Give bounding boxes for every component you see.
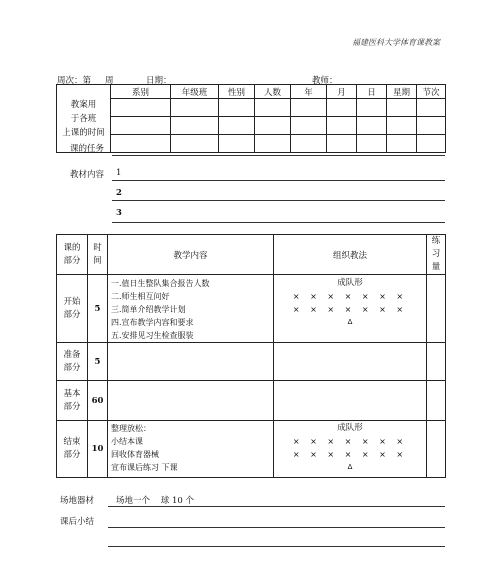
column-header: 年 bbox=[291, 85, 327, 99]
content-line: 五.安排见习生检查服装 bbox=[111, 331, 194, 340]
formation-row: × × × × × × × bbox=[292, 292, 408, 301]
venue-value: 场地一个 球 10 个 bbox=[116, 496, 195, 506]
schedule-cell bbox=[255, 117, 291, 135]
summary-line bbox=[108, 527, 445, 528]
column-header: 人数 bbox=[255, 85, 291, 99]
material-item-number: 1 bbox=[116, 168, 122, 178]
content-header: 教学内容 bbox=[108, 235, 274, 275]
column-header: 年级班 bbox=[171, 85, 219, 99]
schedule-cell bbox=[357, 99, 387, 117]
schedule-cell bbox=[291, 99, 327, 117]
schedule-cell bbox=[255, 135, 291, 153]
schedule-cell bbox=[291, 117, 327, 135]
schedule-cell bbox=[171, 99, 219, 117]
formation-title: 成队形 bbox=[337, 278, 363, 288]
practice-cell bbox=[427, 343, 446, 381]
week-unit: 周 bbox=[105, 76, 114, 86]
summary-label: 课后小结 bbox=[60, 517, 95, 527]
column-header: 性别 bbox=[219, 85, 255, 99]
schedule-cell bbox=[219, 117, 255, 135]
formation-row: × × × × × × × bbox=[292, 305, 408, 314]
lesson-plan-table bbox=[56, 234, 446, 478]
column-header: 星期 bbox=[387, 85, 417, 99]
schedule-cell bbox=[417, 99, 446, 117]
material-item-number: 2 bbox=[116, 188, 122, 198]
teacher-position-mark: Δ bbox=[347, 463, 353, 471]
schedule-cell bbox=[417, 117, 446, 135]
time-cell: 5 bbox=[88, 275, 108, 343]
content-cell-warmup bbox=[108, 343, 274, 381]
org-cell-warmup bbox=[274, 343, 427, 381]
schedule-cell bbox=[327, 135, 357, 153]
course-tasks-line bbox=[112, 155, 445, 156]
time-header: 时 间 bbox=[88, 235, 108, 275]
schedule-cell bbox=[171, 117, 219, 135]
part-cell-start: 开始 部分 bbox=[57, 275, 88, 343]
schedule-cell bbox=[357, 135, 387, 153]
practice-header: 练 习 量 bbox=[427, 235, 446, 275]
content-cell-end bbox=[108, 421, 274, 478]
schedule-cell bbox=[171, 135, 219, 153]
schedule-cell bbox=[357, 117, 387, 135]
column-header: 日 bbox=[357, 85, 387, 99]
time-cell: 60 bbox=[88, 381, 108, 421]
material-item-number: 3 bbox=[116, 208, 122, 218]
schedule-cell bbox=[327, 99, 357, 117]
formation-row: × × × × × × × bbox=[292, 450, 408, 459]
time-cell: 10 bbox=[88, 421, 108, 478]
part-cell-warmup: 准备 部分 bbox=[57, 343, 88, 381]
schedule-cell bbox=[327, 117, 357, 135]
formation-title: 成队形 bbox=[337, 423, 363, 433]
schedule-cell bbox=[387, 135, 417, 153]
material-line bbox=[112, 200, 445, 201]
content-line: 宣布课后练习 下课 bbox=[111, 463, 178, 472]
material-line bbox=[112, 180, 445, 181]
schedule-cell bbox=[111, 135, 171, 153]
material-line bbox=[112, 222, 445, 223]
practice-cell bbox=[427, 275, 446, 343]
org-cell-end bbox=[274, 421, 427, 478]
part-header: 课的 部分 bbox=[57, 235, 88, 275]
practice-cell bbox=[427, 381, 446, 421]
schedule-cell bbox=[291, 135, 327, 153]
venue-line bbox=[108, 506, 445, 507]
content-line: 三.简单介绍教学计划 bbox=[111, 305, 186, 314]
venue-label: 场地器材 bbox=[60, 496, 95, 506]
org-cell-main bbox=[274, 381, 427, 421]
column-header: 月 bbox=[327, 85, 357, 99]
content-line: 二.师生相互问好 bbox=[111, 292, 170, 301]
org-header: 组织教法 bbox=[274, 235, 427, 275]
schedule-cell bbox=[111, 99, 171, 117]
week-label: 周次：第 bbox=[57, 76, 92, 86]
content-line: 回收体育器械 bbox=[111, 450, 159, 459]
course-tasks-label: 课的任务 bbox=[70, 144, 105, 154]
part-cell-main: 基本 部分 bbox=[57, 381, 88, 421]
date-label: 日期： bbox=[146, 76, 172, 86]
summary-line bbox=[108, 546, 445, 547]
time-cell: 5 bbox=[88, 343, 108, 381]
part-cell-end: 结束 部分 bbox=[57, 421, 88, 478]
schedule-cell bbox=[387, 117, 417, 135]
content-cell-main bbox=[108, 381, 274, 421]
schedule-cell bbox=[111, 117, 171, 135]
schedule-cell bbox=[387, 99, 417, 117]
content-line: 整理放松： bbox=[111, 424, 151, 433]
org-cell-start bbox=[274, 275, 427, 343]
practice-cell bbox=[427, 421, 446, 478]
schedule-cell bbox=[219, 99, 255, 117]
content-cell-start bbox=[108, 275, 274, 343]
class-table-row-header: 教案用 于各班 上课的时间 bbox=[57, 85, 111, 153]
schedule-cell bbox=[417, 135, 446, 153]
document-header-title: 福建医科大学体育课教案 bbox=[352, 38, 440, 47]
content-line: 一.值日生整队集合报告人数 bbox=[111, 279, 210, 288]
column-header: 系别 bbox=[111, 85, 171, 99]
teacher-label: 教师： bbox=[312, 76, 338, 86]
content-line: 四.宣布教学内容和要求 bbox=[111, 318, 194, 327]
content-line: 小结本课 bbox=[111, 437, 143, 446]
schedule-cell bbox=[219, 135, 255, 153]
formation-row: × × × × × × × bbox=[292, 437, 408, 446]
class-schedule-table bbox=[56, 84, 446, 153]
materials-label: 教材内容 bbox=[70, 170, 105, 180]
schedule-cell bbox=[255, 99, 291, 117]
teacher-position-mark: Δ bbox=[347, 318, 353, 326]
column-header: 节次 bbox=[417, 85, 446, 99]
